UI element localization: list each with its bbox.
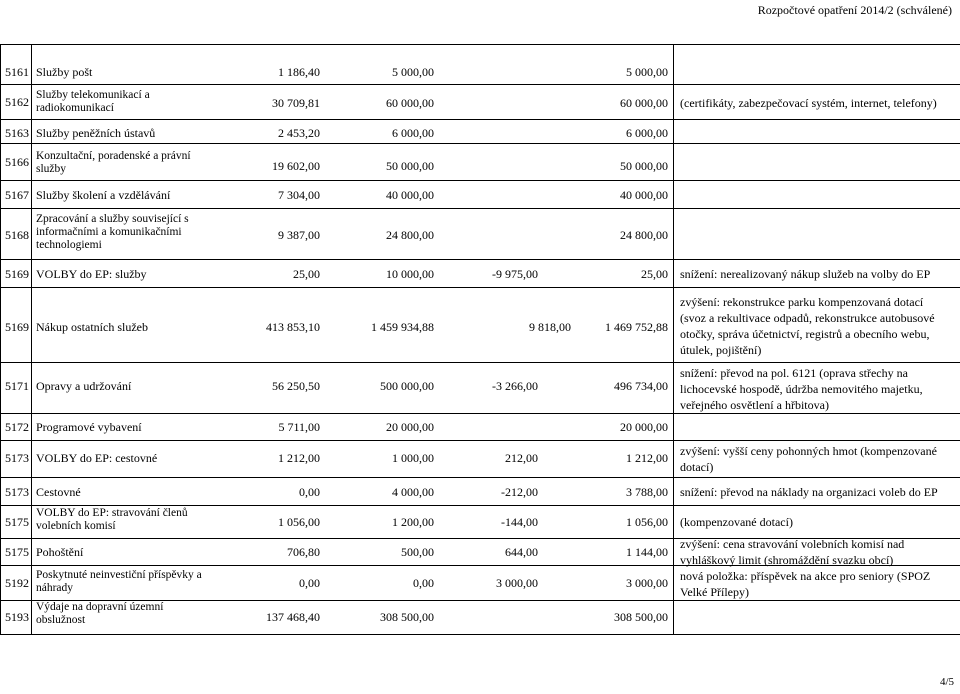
row-value-a: 413 853,10 [266,320,320,334]
row-value-a: 0,00 [299,576,320,590]
row-value-c: 212,00 [505,451,538,465]
grid-line-left [0,44,1,634]
row-value-d: 6 000,00 [626,126,668,140]
row-value-d: 308 500,00 [614,610,668,624]
row-value-d: 1 469 752,88 [605,320,668,334]
row-value-a: 56 250,50 [272,379,320,393]
row-value-d: 60 000,00 [620,96,668,110]
row-value-b: 308 500,00 [380,610,434,624]
row-value-b: 40 000,00 [386,188,434,202]
row-value-a: 5 711,00 [278,420,320,434]
row-value-d: 20 000,00 [620,420,668,434]
row-code: 5168 [5,228,29,242]
row-code: 5171 [5,379,29,393]
row-divider [0,362,960,363]
row-value-d: 50 000,00 [620,159,668,173]
row-name: VOLBY do EP: služby [36,267,147,281]
row-code: 5173 [5,451,29,465]
row-value-b: 10 000,00 [386,267,434,281]
row-divider [0,440,960,441]
row-name: Nákup ostatních služeb [36,320,148,334]
row-code: 5192 [5,576,29,590]
row-value-a: 7 304,00 [278,188,320,202]
row-code: 5167 [5,188,29,202]
grid-line-code [31,44,32,634]
row-value-a: 25,00 [293,267,320,281]
row-value-a: 0,00 [299,485,320,499]
row-value-a: 706,80 [287,545,320,559]
row-divider [0,634,960,635]
row-code: 5173 [5,485,29,499]
row-divider [0,208,960,209]
row-code: 5161 [5,65,29,79]
row-value-c: 3 000,00 [496,576,538,590]
row-code: 5162 [5,95,29,109]
row-note: (kompenzované dotací) [680,515,793,529]
row-value-b: 5 000,00 [392,65,434,79]
row-divider [0,119,960,120]
row-divider [0,143,960,144]
row-name: Služby peněžních ústavů [36,126,156,140]
row-code: 5166 [5,155,29,169]
row-value-a: 137 468,40 [266,610,320,624]
row-value-a: 2 453,20 [278,126,320,140]
row-value-a: 19 602,00 [272,159,320,173]
row-divider [0,413,960,414]
row-value-b: 60 000,00 [386,96,434,110]
row-value-d: 25,00 [641,267,668,281]
row-code: 5175 [5,545,29,559]
row-value-c: -3 266,00 [492,379,538,393]
row-value-d: 3 000,00 [626,576,668,590]
row-value-d: 5 000,00 [626,65,668,79]
row-code: 5193 [5,610,29,624]
row-code: 5169 [5,267,29,281]
row-value-b: 500,00 [401,545,434,559]
row-note: zvýšení: vyšší ceny pohonných hmot (kompenzované dotací) [680,444,937,474]
row-value-c: -9 975,00 [492,267,538,281]
row-value-a: 1 212,00 [278,451,320,465]
row-name: Výdaje na dopravní územní obslužnost [36,601,164,626]
row-note: snížení: převod na pol. 6121 (oprava střechy na lichocevské hospodě, údržba nemovitého majetku, veřejného osvětlení a hřbitova) [680,366,923,412]
row-value-b: 500 000,00 [380,379,434,393]
row-divider [0,505,960,506]
row-value-a: 1 056,00 [278,515,320,529]
row-value-b: 1 459 934,88 [371,320,434,334]
row-code: 5172 [5,420,29,434]
row-name: Cestovné [36,485,81,499]
row-note: snížení: nerealizovaný nákup služeb na volby do EP [680,267,931,281]
row-value-b: 1 000,00 [392,451,434,465]
row-name: Pohoštění [36,545,84,559]
row-name: VOLBY do EP: cestovné [36,451,158,465]
row-value-c: -144,00 [501,515,538,529]
row-value-b: 0,00 [413,576,434,590]
row-name: VOLBY do EP: stravování členů volebních komisí [36,507,188,532]
row-note: zvýšení: cena stravování volebních komisí nad vyhláškový limit (shromáždění svazku obcí) [680,537,905,567]
row-name: Programové vybavení [36,420,142,434]
row-note: snížení: převod na náklady na organizaci voleb do EP [680,485,938,499]
row-value-b: 6 000,00 [392,126,434,140]
row-name: Zpracování a služby související s informačními a komunikačními technologiemi [36,213,189,251]
row-name: Konzultační, poradenské a právní služby [36,150,191,175]
row-value-b: 24 800,00 [386,228,434,242]
row-value-d: 40 000,00 [620,188,668,202]
row-value-b: 4 000,00 [392,485,434,499]
row-note: nová položka: příspěvek na akce pro seniory (SPOZ Velké Přílepy) [680,569,931,599]
row-value-b: 50 000,00 [386,159,434,173]
row-value-c: -212,00 [501,485,538,499]
row-name: Služby telekomunikací a radiokomunikací [36,89,150,114]
row-divider [0,180,960,181]
row-name: Opravy a udržování [36,379,132,393]
row-value-d: 1 144,00 [626,545,668,559]
row-value-c: 9 818,00 [529,320,571,334]
row-value-d: 3 788,00 [626,485,668,499]
row-divider [0,287,960,288]
page-header-title: Rozpočtové opatření 2014/2 (schválené) [757,3,952,17]
row-value-d: 1 056,00 [626,515,668,529]
row-value-b: 20 000,00 [386,420,434,434]
row-value-d: 1 212,00 [626,451,668,465]
row-name: Poskytnuté neinvestiční příspěvky a náhrady [36,569,202,594]
row-divider [0,44,960,45]
row-value-b: 1 200,00 [392,515,434,529]
row-name: Služby školení a vzdělávání [36,188,171,202]
grid-line-values [673,44,674,634]
row-note: (certifikáty, zabezpečovací systém, internet, telefony) [680,96,937,110]
row-code: 5163 [5,126,29,140]
row-value-a: 1 186,40 [278,65,320,79]
row-code: 5169 [5,320,29,334]
row-value-d: 496 734,00 [614,379,668,393]
row-value-a: 30 709,81 [272,96,320,110]
page-number: 4/5 [939,676,954,688]
row-value-c: 644,00 [505,545,538,559]
row-note: zvýšení: rekonstrukce parku kompenzovaná dotací (svoz a rekultivace odpadů, rekonstrukce autobusové otočky, správa účetnictví, registrů a obecního webu, útulek, pojištění) [680,295,935,357]
row-divider [0,477,960,478]
row-divider [0,84,960,85]
row-code: 5175 [5,515,29,529]
row-name: Služby pošt [36,65,93,79]
row-divider [0,259,960,260]
row-value-a: 9 387,00 [278,228,320,242]
row-value-d: 24 800,00 [620,228,668,242]
